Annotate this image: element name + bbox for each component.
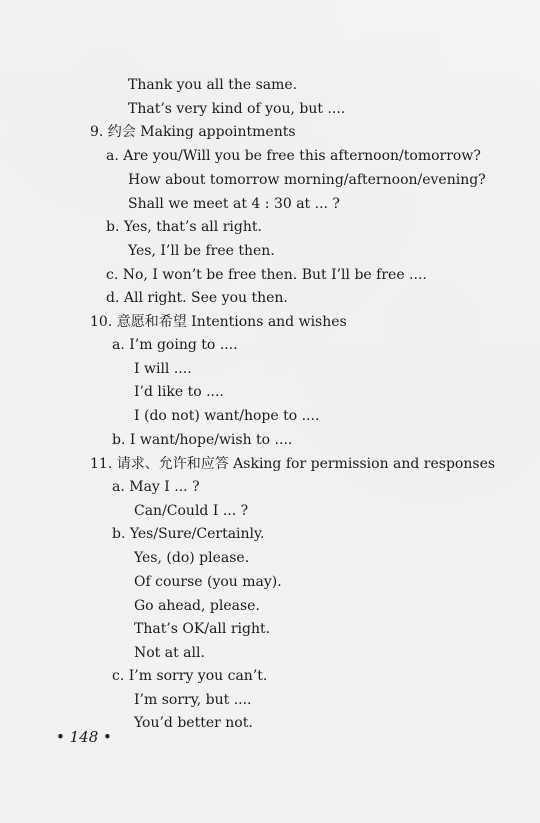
item-line: I’m sorry, but .... xyxy=(134,692,252,708)
item-line: Not at all. xyxy=(134,645,205,661)
item-line: I will .... xyxy=(134,361,192,377)
item-line: a. I’m going to .... xyxy=(112,337,238,353)
response-line: Thank you all the same. xyxy=(128,77,298,93)
section-heading: 9. 约会 Making appointments xyxy=(90,124,296,140)
item-line: Can/Could I ... ? xyxy=(134,503,249,519)
item-line: You’d better not. xyxy=(134,715,253,731)
section-heading: 11. 请求、允许和应答 Asking for permission and responses xyxy=(90,456,496,472)
item-line: a. Are you/Will you be free this afternoon/tomorrow? xyxy=(106,148,481,164)
item-line: b. I want/hope/wish to .... xyxy=(112,432,293,448)
item-line: How about tomorrow morning/afternoon/evening? xyxy=(128,172,486,188)
item-line: b. Yes, that’s all right. xyxy=(106,219,262,235)
section-heading: 10. 意愿和希望 Intentions and wishes xyxy=(90,314,347,330)
item-line: b. Yes/Sure/Certainly. xyxy=(112,526,265,542)
item-line: d. All right. See you then. xyxy=(106,290,288,306)
item-line: I (do not) want/hope to .... xyxy=(134,408,320,424)
item-line: Shall we meet at 4 : 30 at ... ? xyxy=(128,196,340,212)
item-line: Of course (you may). xyxy=(134,574,282,590)
item-line: Yes, (do) please. xyxy=(134,550,250,566)
page-number: • 148 • xyxy=(56,728,112,746)
item-line: c. I’m sorry you can’t. xyxy=(112,668,268,684)
item-line: Yes, I’ll be free then. xyxy=(128,243,275,259)
item-line: c. No, I won’t be free then. But I’ll be free .... xyxy=(106,267,427,283)
item-line: Go ahead, please. xyxy=(134,598,260,614)
item-line: I’d like to .... xyxy=(134,384,224,400)
item-line: a. May I ... ? xyxy=(112,479,200,495)
response-line: That’s very kind of you, but .... xyxy=(128,101,346,117)
item-line: That’s OK/all right. xyxy=(134,621,271,637)
